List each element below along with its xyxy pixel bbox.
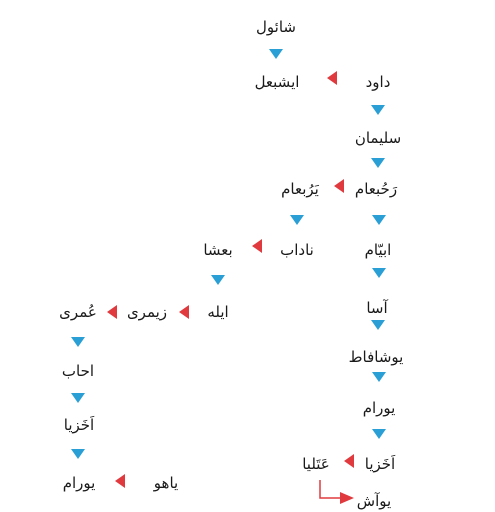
arrow-ataliya-to-yoash-line bbox=[320, 480, 340, 498]
node-ahab: احاب bbox=[61, 362, 95, 380]
arrow-zimri-to-omri bbox=[107, 305, 117, 319]
arrow-ataliya-to-yoash-head bbox=[340, 492, 354, 504]
arrow-rehoboam-to-abiyam bbox=[372, 215, 386, 225]
arrow-yahu-to-yoram-left bbox=[115, 474, 125, 488]
arrow-baasha-to-ela bbox=[211, 275, 225, 285]
arrow-yehoshafat-to-yoram-right bbox=[372, 372, 386, 382]
node-baasha: بعشا bbox=[203, 241, 233, 259]
arrow-ahazia-left-to-yoram-left bbox=[71, 449, 85, 459]
arrow-ahab-to-ahazia-left bbox=[71, 393, 85, 403]
node-nadab: ناداب bbox=[280, 241, 314, 259]
node-jeroboam: یَرُبعام bbox=[281, 180, 319, 198]
node-yoram-left: یورام bbox=[62, 474, 96, 492]
node-zimri: زیمری bbox=[126, 303, 168, 321]
arrow-davud-to-soleyman bbox=[371, 105, 385, 115]
node-yoash: یوآش bbox=[356, 492, 392, 510]
node-yoram-right: یورام bbox=[362, 399, 396, 417]
node-omri: عُمری bbox=[59, 303, 97, 321]
node-ishbaal: ایشبعل bbox=[254, 73, 300, 91]
node-asa: آسا bbox=[366, 299, 388, 317]
arrow-nadab-to-baasha bbox=[252, 239, 262, 253]
arrows-layer bbox=[71, 49, 386, 504]
arrow-rehoboam-to-jeroboam bbox=[334, 179, 344, 193]
node-yahu: یاهو bbox=[153, 474, 179, 492]
node-abiyam: ابیّام bbox=[364, 241, 392, 259]
arrow-omri-to-ahab bbox=[71, 337, 85, 347]
arrow-davud-to-ishbaal bbox=[327, 71, 337, 85]
arrow-yoram-right-to-ahazia-right bbox=[372, 429, 386, 439]
node-ahazia-right: اَخَزیا bbox=[364, 455, 396, 473]
arrow-soleyman-to-rehoboam bbox=[371, 158, 385, 168]
node-ahazia-left: اَخَزیا bbox=[63, 416, 95, 434]
arrow-shaul-to-ishbaal bbox=[269, 49, 283, 59]
node-rehoboam: رَحُبعام bbox=[354, 180, 398, 198]
arrow-ahazia-right-to-ataliya bbox=[344, 454, 354, 468]
arrow-jeroboam-to-nadab bbox=[290, 215, 304, 225]
arrow-asa-to-yehoshafat bbox=[371, 320, 385, 330]
arrow-abiyam-to-asa bbox=[372, 268, 386, 278]
node-davud: داود bbox=[365, 73, 391, 91]
node-shaul: شائول bbox=[256, 18, 296, 36]
node-ela: ایله bbox=[207, 303, 229, 321]
node-ataliya: عَتَلیا bbox=[302, 455, 330, 473]
node-soleyman: سلیمان bbox=[354, 129, 402, 147]
node-yehoshafat: یوشافاط bbox=[348, 348, 404, 366]
arrow-ela-to-zimri bbox=[179, 305, 189, 319]
